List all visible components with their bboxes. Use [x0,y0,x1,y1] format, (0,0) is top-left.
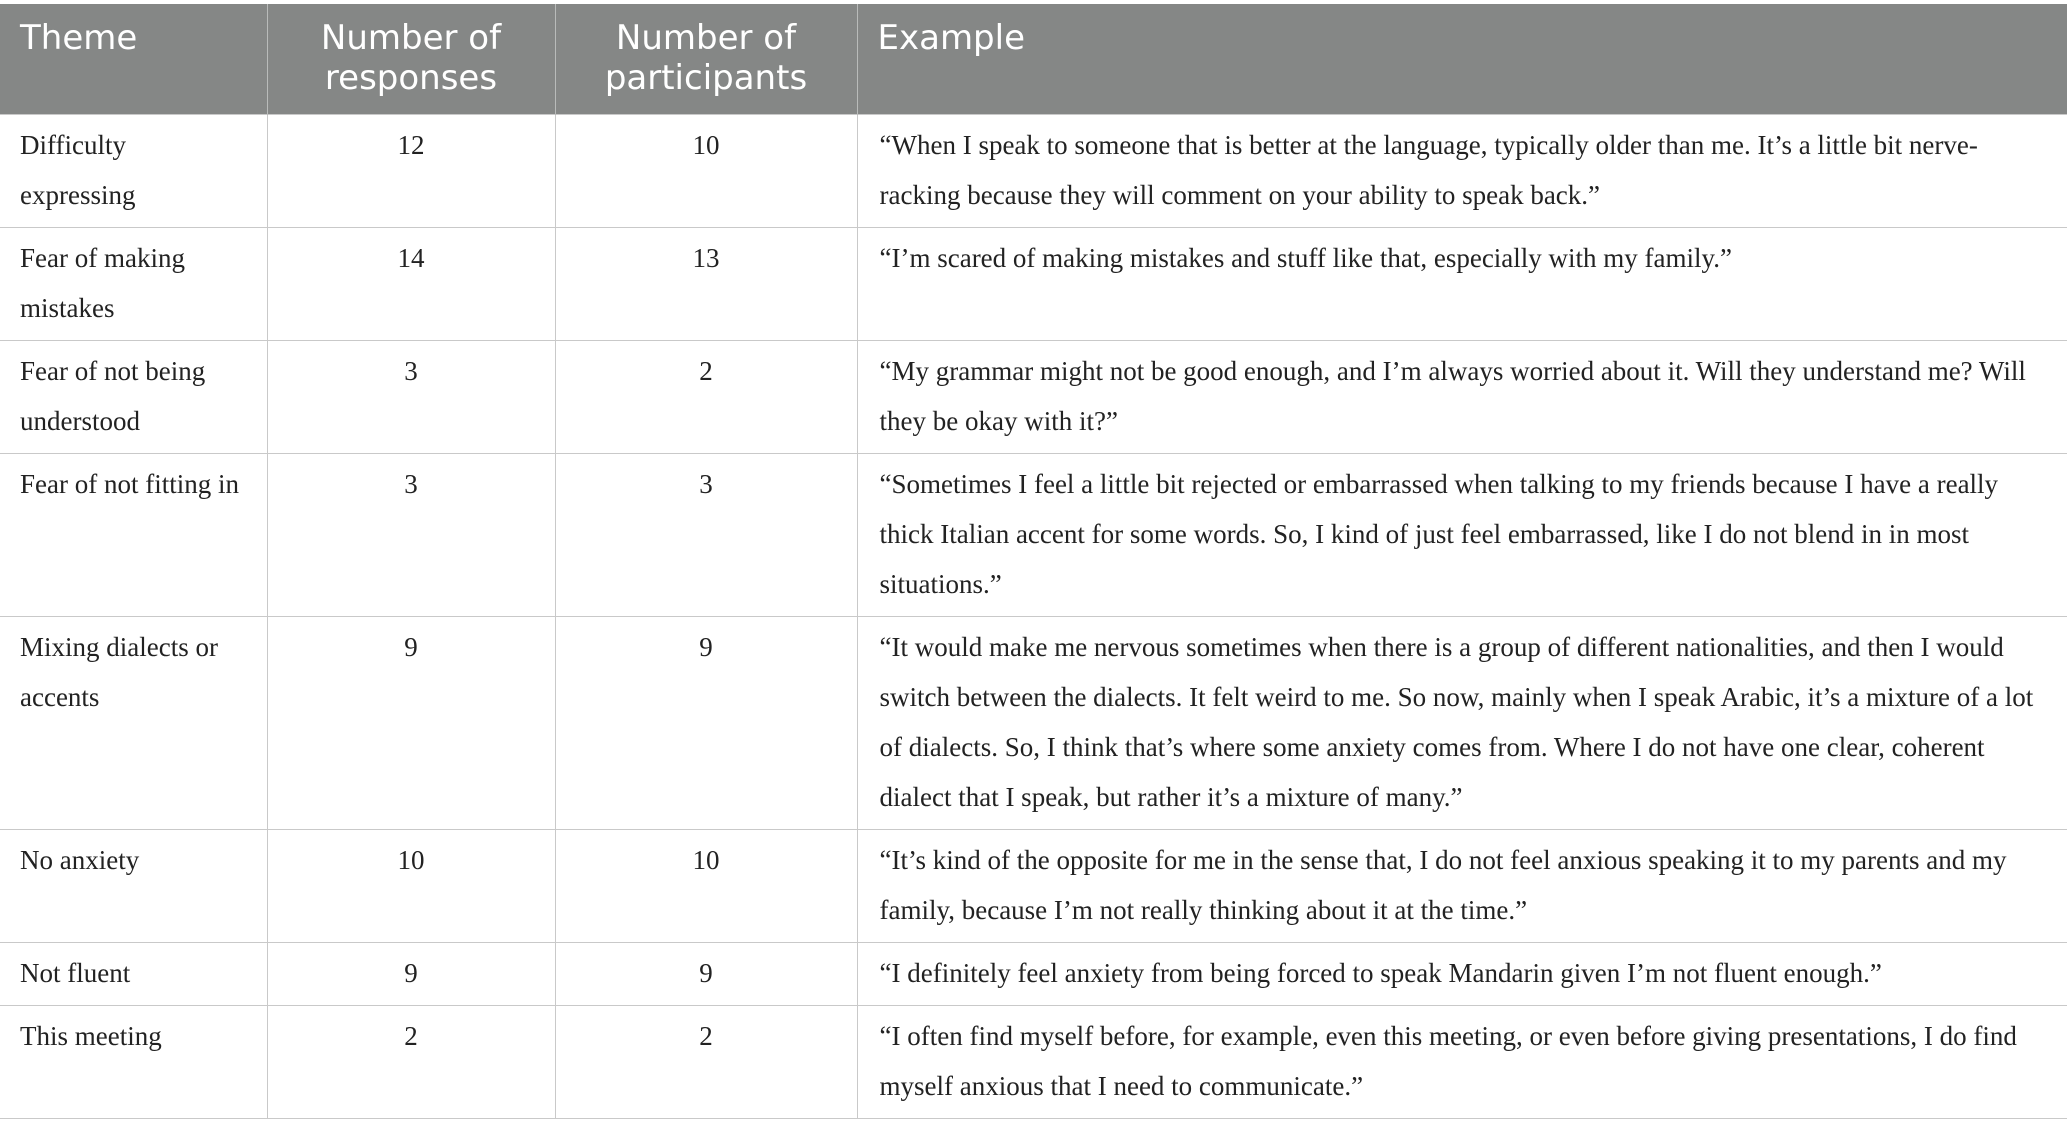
cell-theme: Fear of not fitting in [0,453,267,616]
table-row [0,227,2067,340]
cell-theme: Not fluent [0,942,267,1005]
cell-theme: Fear of not being understood [0,340,267,453]
cell-participants: 10 [555,829,857,942]
cell-responses: 12 [267,114,555,227]
cell-theme: Difficulty expressing [0,114,267,227]
cell-example: “Sometimes I feel a little bit rejected or embarrassed when talking to my friends because I have a really thick Italian accent for some words. So, I kind of just feel embarrassed, like I do not blend in in most situations.” [857,453,2067,616]
cell-example: “It’s kind of the opposite for me in the sense that, I do not feel anxious speaking it to my parents and my family, because I’m not really thinking about it at the time.” [857,829,2067,942]
cell-example: “I definitely feel anxiety from being forced to speak Mandarin given I’m not fluent enough.” [857,942,2067,1005]
cell-participants: 2 [555,1005,857,1118]
table-header [0,4,2067,114]
cell-responses: 3 [267,453,555,616]
table-row [0,340,2067,453]
cell-participants: 9 [555,942,857,1005]
cell-example: “When I speak to someone that is better at the language, typically older than me. It’s a little bit nerve-racking because they will comment on your ability to speak back.” [857,114,2067,227]
cell-responses: 2 [267,1005,555,1118]
themes-table [0,4,2067,1119]
cell-responses: 3 [267,340,555,453]
table-row [0,114,2067,227]
cell-example: “I’m scared of making mistakes and stuff like that, especially with my family.” [857,227,2067,340]
cell-theme: Mixing dialects or accents [0,616,267,829]
cell-theme: This meeting [0,1005,267,1118]
header-number-of-participants: Number of participants [555,4,857,114]
cell-theme: No anxiety [0,829,267,942]
cell-participants: 2 [555,340,857,453]
cell-theme: Fear of making mistakes [0,227,267,340]
cell-example: “It would make me nervous sometimes when there is a group of different nationalities, and then I would switch between the dialects. It felt weird to me. So now, mainly when I speak Arabic, it’s a mixture of a lot of dialects. So, I think that’s where some anxiety comes from. Where I do not have one clear, coherent dialect that I speak, but rather it’s a mixture of many.” [857,616,2067,829]
header-number-of-responses: Number of responses [267,4,555,114]
cell-example: “My grammar might not be good enough, and I’m always worried about it. Will they understand me? Will they be okay with it?” [857,340,2067,453]
table-row [0,942,2067,1005]
cell-example: “I often find myself before, for example, even this meeting, or even before giving presentations, I do find myself anxious that I need to communicate.” [857,1005,2067,1118]
table-row [0,1005,2067,1118]
table-row [0,453,2067,616]
header-row [0,4,2067,114]
cell-participants: 13 [555,227,857,340]
cell-responses: 10 [267,829,555,942]
cell-participants: 3 [555,453,857,616]
cell-participants: 10 [555,114,857,227]
header-example: Example [857,4,2067,114]
cell-responses: 9 [267,616,555,829]
cell-responses: 9 [267,942,555,1005]
header-theme: Theme [0,4,267,114]
cell-participants: 9 [555,616,857,829]
table-row [0,616,2067,829]
table-body [0,114,2067,1118]
table-row [0,829,2067,942]
cell-responses: 14 [267,227,555,340]
